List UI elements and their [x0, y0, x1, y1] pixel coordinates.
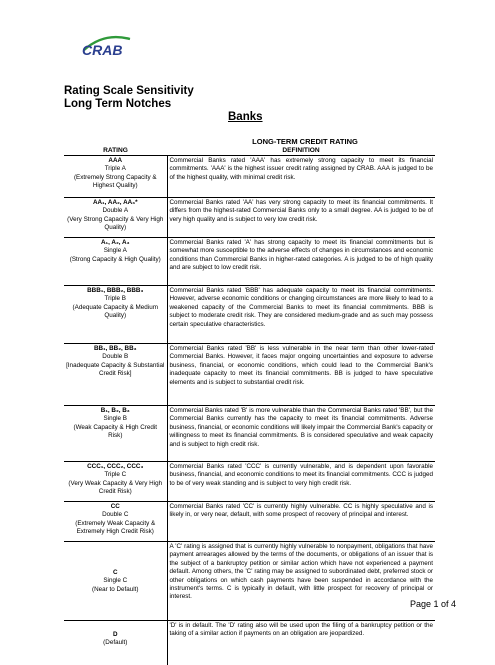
- rating-code: AAA: [108, 157, 123, 164]
- crab-logo: [78, 30, 136, 60]
- rating-cell: [64, 238, 167, 286]
- definition-cell: Commercial Banks rated 'A' has strong capacity to meet its financial commitments but is somewhat more susceptible to the adverse effects of changes in circumstances and economic conditions than Commercial Banks in higher-rated categories. A is judged to be of high quality and are subject to low credit risk.: [167, 238, 435, 286]
- rating-cell: [64, 542, 167, 621]
- definition-cell: 'D' is in default. The 'D' rating also will be used upon the filing of a bankruptcy petition or the taking of a similar action if payments on an obligation are jeopardized.: [167, 621, 435, 665]
- rating-cell: [64, 156, 167, 198]
- definition-cell: A 'C' rating is assigned that is currently highly vulnerable to nonpayment, obligations that have payment arrearages allowed by the terms of the documents, or obligations of an issuer that is the subject of a bankruptcy petition or similar action which have not experienced a payment default. Among others, the 'C' rating may be assigned to subordinated debt, preferred stock or other obligations on which cash payments have been suspended in accordance with the instrument's terms. C is typically in default, with little prospect for recovery of principal or interest.: [167, 542, 435, 621]
- table-row: [64, 542, 435, 621]
- definition-cell: Commercial Banks rated 'CC' is currently highly vulnerable. CC is highly speculative and is likely in, or very near, default, with some prospect of recovery of principal and interest.: [167, 502, 435, 542]
- rating-description: (Extremely Strong Capacity & Highest Quality): [73, 173, 157, 190]
- rating-code: BBB₁, BBB₂, BBB₃: [87, 287, 144, 294]
- rating-table: [64, 147, 435, 665]
- rating-cell: [64, 621, 167, 665]
- table-row: [64, 344, 435, 406]
- table-header-row: [64, 147, 435, 156]
- rating-code: CCC₁, CCC₂, CCC₃: [87, 463, 144, 470]
- rating-description: (Near to Default): [91, 585, 139, 593]
- rating-cell: [64, 286, 167, 344]
- definition-cell: Commercial Banks rated 'BBB' has adequate capacity to meet its financial commitments. However, adverse economic conditions or changing circumstances are more likely to lead to a weakened capacity of the Commercial Banks to meet its financial commitments. BBB is subject to moderate credit risk. They are considered medium-grade and as such may possess certain speculative characteristics.: [167, 286, 435, 344]
- table-row: [64, 156, 435, 198]
- rating-description: (Very Strong Capacity & Very High Quality): [67, 215, 164, 232]
- definition-column-header: DEFINITION: [282, 147, 320, 154]
- rating-cell: [64, 406, 167, 462]
- heading-line-2: Long Term Notches: [64, 98, 172, 110]
- rating-code: B₁, B₂, B₃: [100, 407, 130, 414]
- rating-cell: [64, 502, 167, 542]
- rating-cell: [64, 198, 167, 238]
- rating-name: Triple B: [104, 295, 126, 303]
- rating-code: C: [112, 568, 118, 576]
- rating-description: [Inadequate Capacity & Substantial Credit Risk]: [66, 361, 165, 378]
- rating-description: (Extremely Weak Capacity & Extremely High Credit Risk): [75, 519, 156, 536]
- rating-name: Single A: [103, 247, 127, 255]
- rating-code: CC: [110, 503, 120, 510]
- rating-code: A₁, A₂, A₃: [101, 239, 130, 246]
- rating-description: (Very Weak Capacity & Very High Credit Risk): [68, 479, 163, 496]
- rating-name: Double A: [102, 207, 129, 215]
- rating-name: Single C: [103, 577, 128, 585]
- definition-cell: Commercial Banks rated 'CCC' is currently vulnerable, and is dependent upon favorable business, financial, and economic conditions to meet its financial commitments. CCC is judged to be of very weak standing and is subject to very high credit risk.: [167, 462, 435, 502]
- definition-cell: Commercial Banks rated 'B' is more vulnerable than the Commercial Banks rated 'BB', but the Commercial Banks currently has the capacity to meet its financial commitments. Adverse business, financial, or economic conditions will likely impair the Commercial Bank's capacity or willingness to meet its financial commitments. B is considered speculative and weak capacity and is subject to high credit risk.: [167, 406, 435, 462]
- table-row: [64, 502, 435, 542]
- rating-code: BB₁, BB₂, BB₃: [93, 345, 137, 352]
- logo-text: CRAB: [82, 42, 123, 58]
- table-row: [64, 406, 435, 462]
- table-row: [64, 462, 435, 502]
- definition-cell: Commercial Banks rated 'AA' has very strong capacity to meet its financial commitments. It differs from the highest-rated Commercial Banks only to a small degree. AA is judged to be of very high quality and is subject to very low credit risk.: [167, 198, 435, 238]
- rating-column-header: RATING: [103, 147, 128, 154]
- rating-name: Double B: [102, 353, 129, 361]
- table-row: [64, 286, 435, 344]
- page-heading: [64, 85, 194, 111]
- table-row: [64, 621, 435, 665]
- definition-cell: Commercial Banks rated 'BB' is less vulnerable in the near term than other lower-rated Commercial Banks. However, it faces major ongoing uncertainties and exposure to adverse business, financial, or economic conditions, which could lead to the Commercial Bank's inadequate capacity to meet its financial commitments. BB is judged to have speculative elements and is subject to substantial credit risk.: [167, 344, 435, 406]
- definition-cell: Commercial Banks rated 'AAA' has extremely strong capacity to meet its financial commitments. 'AAA' is the highest issuer credit rating assigned by CRAB. AAA is judged to be of the highest quality, with minimal credit risk.: [167, 156, 435, 198]
- table-row: [64, 238, 435, 286]
- rating-name: Triple A: [104, 165, 126, 173]
- heading-line-1: Rating Scale Sensitivity: [64, 85, 194, 97]
- rating-cell: [64, 462, 167, 502]
- rating-name: Triple C: [104, 471, 127, 479]
- section-title: Banks: [228, 111, 263, 123]
- table-row: [64, 198, 435, 238]
- rating-code: D: [112, 631, 118, 638]
- rating-name: Single B: [103, 415, 127, 423]
- table-title: LONG-TERM CREDIT RATING: [252, 137, 358, 146]
- rating-name: Double C: [102, 511, 129, 519]
- rating-description: (Weak Capacity & High Credit Risk): [73, 423, 158, 440]
- rating-description: (Default): [103, 639, 128, 647]
- rating-code: AA₁, AA₂, AA₃*: [92, 199, 138, 206]
- rating-cell: [64, 344, 167, 406]
- rating-description: (Adequate Capacity & Medium Quality): [72, 303, 158, 320]
- page-number: Page 1 of 4: [410, 599, 457, 609]
- rating-description: (Strong Capacity & High Quality): [69, 255, 161, 263]
